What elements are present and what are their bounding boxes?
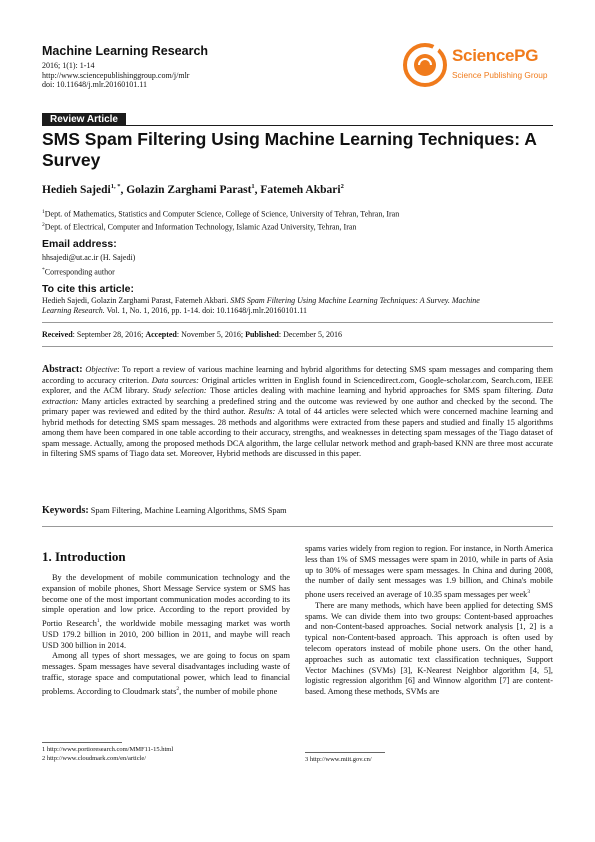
abstract-results-label: Results:	[248, 407, 276, 416]
paragraph-text: Among all types of short messages, we are going to focus on spam messages. Spam messages have several disadvantages including waste of traffic, storage space and computational power, which lead to financial problems. According to Cloudmark stats	[42, 651, 290, 696]
author-3: Fatemeh Akbari	[260, 183, 341, 196]
citation-text	[42, 296, 553, 316]
abstract-sources: Original articles written in English found in Sciencedirect.com, Google-scholar.com, Search.com, IEEE explorer, and the ACM library.	[42, 375, 553, 395]
affiliation-1	[42, 207, 399, 220]
keywords-label: Keywords:	[42, 505, 89, 516]
paragraph-text: There are many methods, which have been applied for detecting SMS spams. We can divide them into two groups: Content-based approaches and non-Content-based approaches. Social network analysis [1, 2] is a typical non-Content-based approach. This approach is often used by telecom operators instead of mobile phone users. On the other hand, approaches such as automatic text classification techniques, Support Vector Machines (SVMs) [3], K-Nearest Neighbor algorithm [4, 5], logistic regression algorithm [6] and Winnow algorithm [7] are content-based. Among these methods, SVMs are	[305, 600, 553, 697]
corresponding-mark: *	[42, 267, 45, 273]
author-2: Golazin Zarghami Parast	[126, 183, 252, 196]
author-separator: ,	[254, 183, 261, 196]
journal-name: Machine Learning Research	[42, 44, 209, 58]
affiliation-1-mark: 1	[42, 209, 45, 215]
paragraph-text: , the number of mobile phone	[179, 686, 278, 696]
author-1: Hedieh Sajedi	[42, 183, 111, 196]
published-date: : December 5, 2016	[278, 330, 342, 339]
abstract-objective: : To report a review of various machine learning and hybrid algorithms for detecting SMS spam messages and comparing them according to accuracy criterion.	[42, 365, 553, 385]
paragraph	[42, 573, 290, 651]
body-column-left	[42, 573, 290, 697]
logo-name: SciencePG	[452, 46, 539, 65]
journal-meta	[42, 61, 362, 90]
citation-details: Vol. 1, No. 1, 2016, pp. 1-14. doi: 10.11648/j.mlr.20160101.11	[104, 306, 308, 315]
corresponding-note	[42, 265, 553, 278]
journal-url[interactable]: http://www.sciencepublishinggroup.com/j/mlr	[42, 70, 190, 80]
abstract-sources-label: Data sources:	[151, 375, 199, 385]
affiliation-1-text: Dept. of Mathematics, Statistics and Computer Science, College of Science, University of Tehran, Tehran, Iran	[44, 209, 400, 219]
footnote-1[interactable]: 1 http://www.portioresearch.com/MMF11-15.html	[42, 746, 174, 753]
abstract-extraction-label: Data extraction:	[42, 386, 554, 406]
author-separator: ,	[120, 183, 127, 196]
citation-journal: Learning Research.	[42, 306, 105, 315]
abstract-label: Abstract:	[42, 364, 83, 375]
received-label: Received	[42, 330, 73, 339]
abstract-selection-label: Study selection:	[152, 386, 207, 395]
citation-title: SMS Spam Filtering Using Machine Learning Techniques: A Survey. Machine	[230, 296, 480, 305]
accepted-date: : November 5, 2016;	[176, 330, 246, 339]
abstract-selection: Those articles dealing with machine learning and hybrid approaches for SMS spam filtering.	[206, 386, 537, 395]
footnote-2[interactable]: 2 http://www.cloudmark.com/en/article/	[42, 755, 147, 762]
divider	[42, 346, 553, 347]
paragraph	[305, 544, 553, 601]
author-1-affil: 1, *	[110, 183, 121, 190]
logo-subtitle: Science Publishing Group	[452, 70, 548, 80]
footnote-divider	[42, 742, 122, 743]
divider	[42, 322, 553, 323]
journal-volume: 2016; 1(1): 1-14	[42, 61, 95, 70]
email-address[interactable]: hhsajedi@ut.ac.ir (H. Sajedi)	[42, 253, 136, 262]
journal-header	[42, 44, 362, 90]
paragraph-text: By the development of mobile communication technology and the expansion of mobile phones, Short Message Service system or SMS has become one of the most important communication modes according to its simple operation and low price. According to the report provided by Portio Research	[42, 573, 290, 628]
divider	[42, 526, 553, 527]
publication-dates	[42, 330, 342, 339]
header-divider	[42, 125, 553, 126]
accepted-label: Accepted	[145, 330, 177, 339]
abstract-objective-label: Objective	[85, 365, 118, 374]
sciencepg-logo	[402, 42, 552, 88]
published-label: Published	[245, 330, 279, 339]
footnote-ref[interactable]: 3	[527, 589, 531, 596]
keywords	[42, 505, 287, 516]
footnote-ref[interactable]: 2	[176, 685, 180, 692]
article-type-badge: Review Article	[42, 113, 126, 126]
abstract	[42, 365, 553, 460]
paragraph	[305, 601, 553, 698]
corresponding-text: Corresponding author	[44, 267, 115, 277]
citation-authors: Hedieh Sajedi, Golazin Zarghami Parast, Fatemeh Akbari.	[42, 296, 231, 305]
email-heading: Email address:	[42, 238, 117, 250]
affiliation-2-text: Dept. of Electrical, Computer and Information Technology, Islamic Azad University, Tehran, Iran	[44, 222, 357, 232]
paragraph	[42, 651, 290, 697]
keywords-text: Spam Filtering, Machine Learning Algorithms, SMS Spam	[88, 506, 287, 515]
footnote-divider	[305, 752, 385, 753]
abstract-extraction: Many articles extracted by searching a predefined string and the outcome was reviewed by one author and checked by the second. The primary paper was reviewed and edited by the third author.	[42, 396, 553, 416]
article-title: SMS Spam Filtering Using Machine Learning Techniques: A Survey	[42, 129, 537, 170]
body-column-right	[305, 544, 553, 698]
paragraph-text: spams varies widely from region to region. For instance, in North America less than 1% of SMS messages were spam in 2010, while in parts of Asia up to 30% of messages were spam messages. In China and during 2008, the number of daily sent messages was 1.9 billion, and China's mobile phone users received an average of 10.35 spam messages per week	[305, 544, 553, 599]
abstract-results: A total of 44 articles were selected which were concerned machine learning and hybrid methods for detecting SMS spam messages. 28 methods and algorithms were extracted from these papers and studied and finally 15 algorithms among them have been compared in one table according to their accuracy, strengths, and weaknesses in detecting spam messages of the Tiago dataset of spam message. Actually, among the proposed methods DCA algorithm, the large cellular network method and graph-based KNN are three most accurate in filtering SMS spams of Tiago data set. Moreover, Hybrid methods are discussed in this paper.	[42, 407, 554, 458]
section-heading-introduction: 1. Introduction	[42, 549, 126, 564]
author-list	[42, 183, 344, 196]
cite-heading: To cite this article:	[42, 283, 134, 295]
affiliation-2	[42, 220, 356, 233]
affiliation-2-mark: 2	[42, 222, 45, 228]
paragraph-text: , the worldwide mobile messaging market was worth USD 179.2 billion in 2010, 200 billion in 2011, and maybe will reach USD 300 billion in 2014.	[42, 618, 290, 650]
received-date: : September 28, 2016;	[72, 330, 146, 339]
footnote-ref[interactable]: 1	[96, 618, 100, 625]
journal-doi: doi: 10.11648/j.mlr.20160101.11	[42, 80, 147, 89]
author-3-affil: 2	[340, 183, 344, 190]
author-2-affil: 1	[251, 183, 255, 190]
sciencepg-logo-icon	[402, 42, 448, 88]
footnote-3[interactable]: 3 http://www.miit.gov.cn/	[305, 756, 372, 763]
